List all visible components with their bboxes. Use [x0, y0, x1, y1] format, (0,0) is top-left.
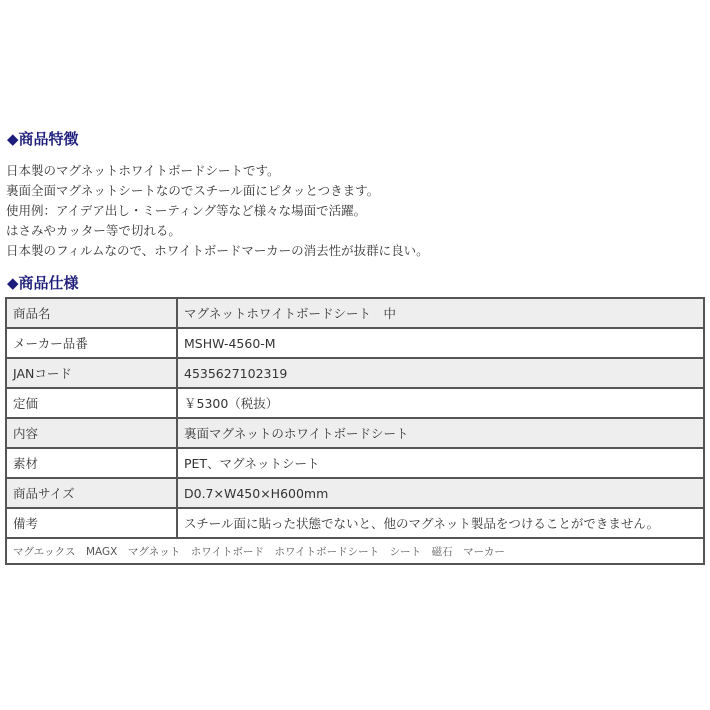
- spec-key: 商品名: [6, 298, 177, 328]
- feature-line: はさみやカッター等で切れる。: [6, 223, 181, 238]
- table-row: [6, 358, 704, 388]
- spec-value: 裏面マグネットのホワイトボードシート: [177, 418, 704, 448]
- feature-line: 裏面全面マグネットシートなのでスチール面にピタッとつきます。: [6, 183, 380, 198]
- table-row: [6, 478, 704, 508]
- specs-table: [5, 297, 705, 565]
- specs-heading: ◆商品仕様: [7, 274, 79, 292]
- keywords-row: [6, 538, 704, 564]
- spec-value: マグネットホワイトボードシート 中: [177, 298, 704, 328]
- spec-key: 内容: [6, 418, 177, 448]
- spec-key: 商品サイズ: [6, 478, 177, 508]
- table-row: [6, 418, 704, 448]
- table-row: [6, 328, 704, 358]
- table-row: [6, 388, 704, 418]
- keywords: マグエックス MAGX マグネット ホワイトボード ホワイトボードシート シート 磁石 マーカー: [6, 538, 704, 564]
- spec-value: PET、マグネットシート: [177, 448, 704, 478]
- table-row: [6, 448, 704, 478]
- table-row: [6, 508, 704, 538]
- spec-value: ￥5300（税抜）: [177, 388, 704, 418]
- spec-value: 4535627102319: [177, 358, 704, 388]
- spec-value: スチール面に貼った状態でないと、他のマグネット製品をつけることができません。: [177, 508, 704, 538]
- spec-key: JANコード: [6, 358, 177, 388]
- feature-line: 日本製のマグネットホワイトボードシートです。: [6, 163, 280, 178]
- spec-value: MSHW-4560-M: [177, 328, 704, 358]
- spec-value: D0.7×W450×H600mm: [177, 478, 704, 508]
- spec-key: メーカー品番: [6, 328, 177, 358]
- feature-line: 使用例：アイデア出し・ミーティング等など様々な場面で活躍。: [6, 203, 367, 218]
- spec-key: 定価: [6, 388, 177, 418]
- table-row: [6, 298, 704, 328]
- feature-line: 日本製のフィルムなので、ホワイトボードマーカーの消去性が抜群に良い。: [6, 243, 429, 258]
- features-text: [6, 161, 429, 261]
- features-heading: ◆商品特徴: [7, 130, 79, 148]
- spec-key: 備考: [6, 508, 177, 538]
- spec-key: 素材: [6, 448, 177, 478]
